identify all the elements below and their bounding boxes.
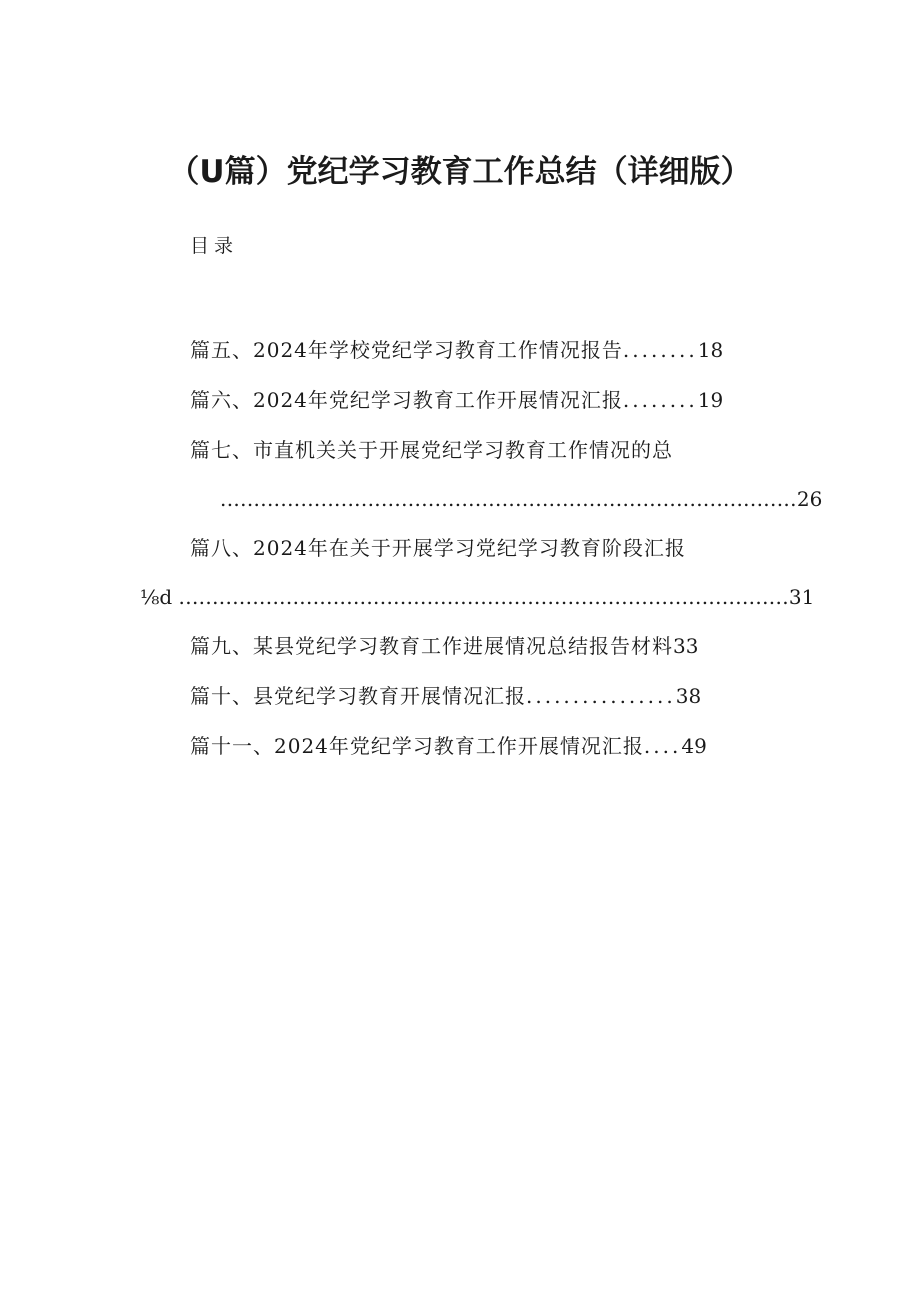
toc-entry-title: 篇六、2024年党纪学习教育工作开展情况汇报 (190, 388, 623, 412)
toc-leader-dots: ................ (526, 684, 676, 708)
toc-entry-8[interactable] (190, 533, 686, 563)
toc-entry-title: 篇十一、2024年党纪学习教育工作开展情况汇报 (190, 734, 644, 758)
toc-heading: 目录 (190, 235, 239, 257)
toc-entry-7-continuation[interactable] (220, 484, 822, 514)
toc-entry-title: 篇五、2024年学校党纪学习教育工作情况报告 (190, 338, 623, 362)
toc-page-number: 18 (697, 338, 724, 362)
toc-leader-dots: ........................................................................................... (178, 585, 789, 609)
toc-page-number: 19 (697, 388, 724, 412)
toc-page-number: 31 (788, 585, 815, 609)
toc-entry-prefix: ⅛d (140, 585, 173, 609)
toc-leader-dots: ........ (622, 388, 698, 412)
toc-leader-dots: ........ (622, 338, 698, 362)
toc-entry-11[interactable] (190, 731, 707, 761)
toc-entry-title: 篇七、市直机关关于开展党纪学习教育工作情况的总 (190, 438, 673, 462)
toc-entry-title: 篇九、某县党纪学习教育工作进展情况总结报告材料 (190, 634, 673, 658)
toc-entry-6[interactable] (190, 385, 723, 415)
toc-entry-9[interactable] (190, 631, 698, 661)
document-title: （U篇）党纪学习教育工作总结（详细版） (168, 154, 752, 190)
toc-entry-title: 篇十、县党纪学习教育开展情况汇报 (190, 684, 526, 708)
toc-entry-7[interactable] (190, 435, 673, 465)
toc-page-number: 26 (796, 487, 823, 511)
toc-leader-dots: ...................................................................................... (220, 487, 797, 511)
toc-entry-8-continuation[interactable] (140, 582, 814, 612)
toc-entry-title: 篇八、2024年在关于开展学习党纪学习教育阶段汇报 (190, 536, 686, 560)
toc-leader-dots: .... (643, 734, 682, 758)
toc-page-number: 33 (673, 634, 699, 658)
toc-page-number: 49 (681, 734, 707, 758)
toc-entry-5[interactable] (190, 335, 723, 365)
toc-page-number: 38 (675, 684, 702, 708)
toc-entry-10[interactable] (190, 681, 701, 711)
